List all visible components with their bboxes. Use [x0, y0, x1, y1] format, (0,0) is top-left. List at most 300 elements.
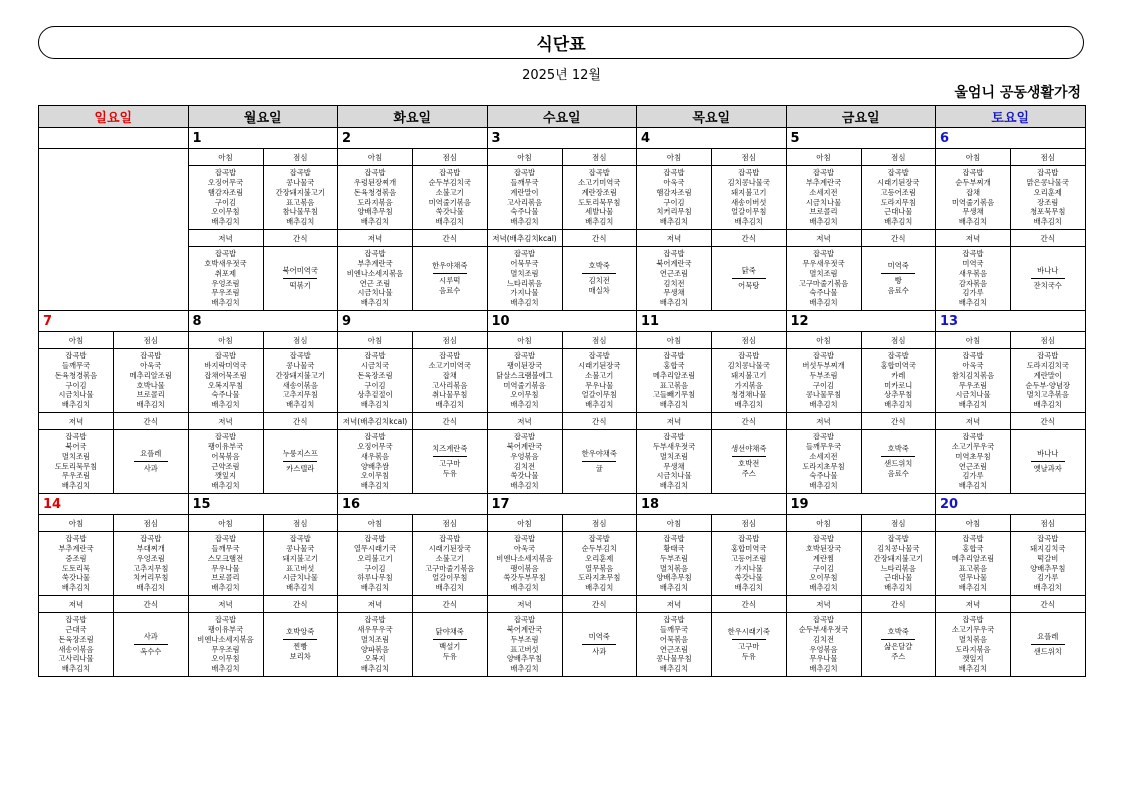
dinner-menu	[188, 613, 263, 677]
lunch-menu	[1011, 532, 1086, 596]
menu-item: 소불고기	[435, 553, 464, 563]
menu-item: 무우조림	[211, 644, 240, 654]
menu-item: 깻잎지	[962, 654, 984, 664]
menu-item: 오이무침	[211, 207, 240, 217]
breakfast-label: 아침	[637, 515, 712, 532]
snack-divider	[1031, 461, 1065, 462]
menu-item: 연근조림	[958, 461, 988, 471]
menu-item: 배추김치	[958, 400, 988, 410]
menu-item: 잡곡밥	[364, 534, 386, 544]
menu-item: 배추김치	[510, 583, 539, 593]
menu-item: 배추김치	[734, 217, 763, 227]
menu-item: 배추김치	[286, 400, 315, 410]
menu-item: 잡곡밥	[887, 351, 909, 361]
dinner-menu	[936, 613, 1011, 677]
dinner-menu	[487, 613, 562, 677]
dinner-label: 저녁	[188, 413, 263, 430]
snack-label: 간식	[263, 413, 338, 430]
menu-item: 고사리나물	[58, 654, 94, 664]
snack-menu	[712, 247, 787, 311]
menu-item: 잡곡밥	[663, 168, 685, 178]
breakfast-label: 아침	[487, 332, 562, 349]
menu-item: 참나물무침	[282, 207, 318, 217]
snack-main: 호박죽	[588, 261, 610, 271]
meal-label-row	[39, 596, 1086, 613]
menu-item: 잡곡밥	[962, 432, 984, 442]
menu-item: 순두부김치국	[428, 177, 471, 187]
breakfast-menu	[487, 349, 562, 413]
menu-item: 무우조림	[958, 380, 988, 390]
menu-item: 순두부찌개	[955, 177, 991, 187]
snack-side: 어묵탕	[738, 281, 760, 290]
menu-item: 잡곡밥	[812, 351, 835, 361]
menu-item: 무우나물	[585, 380, 614, 390]
menu-item: 고사리볶음	[432, 380, 468, 390]
menu-item: 배추김치	[958, 664, 988, 674]
menu-item: 구이김	[364, 563, 386, 573]
snack-menu	[712, 613, 787, 677]
snack-divider	[881, 273, 915, 274]
menu-item: 잡곡밥	[738, 168, 760, 178]
menu-item: 배추김치	[884, 217, 913, 227]
snack-main: 바나나	[1037, 266, 1059, 276]
menu-item: 계란장조림	[581, 187, 617, 197]
menu-item: 무생채	[663, 461, 685, 471]
date-number: 5	[786, 128, 936, 149]
menu-item: 시래기된장국	[877, 177, 920, 187]
dinner-label: 저녁	[338, 596, 413, 613]
snack-main: 한우야채죽	[581, 449, 617, 459]
dinner-menu	[786, 430, 861, 494]
menu-item: 잡곡밥	[887, 168, 909, 178]
menu-item: 계란말이	[510, 187, 539, 197]
menu-item: 배추김치	[958, 583, 988, 593]
menu-item: 두부조림	[659, 553, 689, 563]
dinner-label: 저녁	[786, 596, 861, 613]
date-number	[39, 128, 189, 149]
date-number: 15	[188, 494, 338, 515]
menu-item: 가지볶음	[734, 380, 763, 390]
menu-item: 잡곡밥	[812, 432, 835, 442]
menu-item: 숙주나물	[809, 288, 838, 298]
breakfast-menu	[936, 532, 1011, 596]
menu-item: 숙주나물	[211, 390, 240, 400]
lunch-label: 점심	[263, 149, 338, 166]
meal-calendar	[38, 105, 1086, 677]
snack-side: 고구마 두유	[439, 459, 461, 478]
date-number: 18	[637, 494, 787, 515]
menu-item: 부대찌개	[136, 543, 165, 553]
menu-item: 근대나물	[884, 573, 913, 583]
snack-side: 찐빵 보리차	[289, 642, 311, 661]
menu-item: 도토리묵	[61, 563, 91, 573]
date-number: 4	[637, 128, 787, 149]
menu-item: 배추김치	[360, 298, 390, 308]
menu-item: 김치콩나물국	[877, 543, 920, 553]
menu-item: 잡곡밥	[364, 249, 386, 259]
menu-item: 버섯두부찌개	[802, 360, 845, 370]
snack-divider	[433, 456, 467, 457]
menu-item: 들깨무국	[61, 360, 91, 370]
menu-item: 배추김치	[510, 664, 539, 674]
menu-item: 배추김치	[958, 481, 988, 491]
lunch-menu	[114, 532, 189, 596]
dinner-label: 저녁	[637, 596, 712, 613]
menu-item: 잡곡밥	[513, 615, 536, 625]
breakfast-menu	[338, 166, 413, 230]
lunch-menu	[562, 349, 637, 413]
dinner-menu	[338, 613, 413, 677]
breakfast-label: 아침	[188, 332, 263, 349]
menu-item: 잡곡밥	[513, 168, 536, 178]
menu-item: 오징어무국	[357, 441, 393, 451]
menu-item: 오리훈제	[1033, 187, 1062, 197]
menu-item: 잡곡밥	[1037, 534, 1059, 544]
menu-item: 잡곡밥	[65, 351, 87, 361]
menu-item: 잡곡밥	[214, 615, 237, 625]
menu-item: 잡곡밥	[812, 249, 835, 259]
menu-item: 북어계란국	[506, 441, 543, 451]
lunch-label: 점심	[861, 332, 936, 349]
menu-item: 숙주나물	[510, 207, 539, 217]
menu-item: 배추김치	[958, 217, 988, 227]
lunch-label: 점심	[861, 515, 936, 532]
page-title: 식단표	[536, 35, 586, 55]
menu-item: 순두부새우젓국	[798, 624, 849, 634]
snack-label: 간식	[263, 596, 338, 613]
menu-item: 어묵볶음	[659, 634, 689, 644]
menu-item: 미역줄기볶음	[951, 197, 995, 207]
menu-item: 배추김치	[360, 481, 390, 491]
snack-menu	[861, 430, 936, 494]
menu-item: 새송이버섯	[731, 197, 767, 207]
date-number: 13	[936, 311, 1086, 332]
menu-item: 중조림	[65, 553, 87, 563]
menu-item: 잡곡밥	[140, 534, 162, 544]
snack-label: 간식	[712, 596, 787, 613]
snack-side: 김치전 매실차	[588, 276, 610, 295]
menu-item: 부추계란국	[805, 177, 842, 187]
menu-item: 아욱국	[140, 360, 162, 370]
menu-item: 돼지불고기	[731, 370, 767, 380]
title-box	[38, 26, 1084, 59]
menu-item: 배추김치	[360, 400, 390, 410]
menu-item: 배추김치	[510, 298, 539, 308]
menu-item: 잡곡밥	[663, 249, 685, 259]
dinner-menu	[637, 247, 712, 311]
snack-main: 요플레	[140, 449, 162, 459]
menu-item: 잡곡밥	[1037, 351, 1059, 361]
menu-item: 오징어무국	[207, 177, 244, 187]
snack-main: 사과	[143, 632, 158, 642]
date-number: 2	[338, 128, 488, 149]
menu-item: 배추김치	[585, 217, 614, 227]
menu-item: 잡곡밥	[513, 249, 536, 259]
menu-item: 잡곡밥	[812, 168, 835, 178]
snack-label: 간식	[114, 413, 189, 430]
dinner-menu	[338, 247, 413, 311]
snack-menu	[1011, 613, 1086, 677]
menu-item: 콩나물무침	[805, 390, 842, 400]
snack-divider	[582, 273, 616, 274]
snack-main: 북어미역국	[282, 266, 318, 276]
menu-item: 시래기된장국	[578, 360, 621, 370]
menu-item: 북어국	[65, 441, 87, 451]
snack-divider	[283, 639, 317, 640]
menu-item: 북어계란국	[656, 258, 692, 268]
menu-item: 계란찜	[812, 553, 835, 563]
menu-item: 양배추쌈	[360, 461, 390, 471]
menu-item: 미역줄기볶음	[428, 197, 471, 207]
menu-item: 멸치볶음	[958, 634, 988, 644]
lunch-label: 점심	[413, 332, 488, 349]
menu-item: 잡곡밥	[65, 534, 87, 544]
menu-item: 우엉볶음	[510, 451, 539, 461]
snack-side: 샌드위치	[1033, 647, 1062, 656]
menu-item: 돼지불고기	[731, 187, 767, 197]
menu-item: 들깨무우국	[805, 441, 842, 451]
menu-item: 배추김치	[435, 217, 464, 227]
menu-item: 가지나물	[734, 563, 763, 573]
lunch-menu	[114, 349, 189, 413]
menu-item: 콩나물무침	[656, 654, 692, 664]
menu-item: 도토리묵무침	[578, 197, 621, 207]
snack-divider	[582, 644, 616, 645]
menu-item: 소고기미역국	[428, 360, 471, 370]
menu-item: 배추김치	[958, 298, 988, 308]
menu-item: 잡곡밥	[663, 432, 685, 442]
snack-label: 간식	[712, 230, 787, 247]
weekday-wed: 수요일	[487, 106, 637, 128]
menu-item: 구이김	[214, 197, 237, 207]
lunch-menu	[263, 349, 338, 413]
menu-item: 배추김치	[435, 400, 464, 410]
menu-item: 깻잎지	[214, 471, 237, 481]
menu-item: 소고기미역국	[578, 177, 621, 187]
menu-item: 바지락미역국	[204, 360, 247, 370]
menu-item: 배추김치	[435, 583, 464, 593]
snack-main: 생선야채죽	[731, 444, 767, 454]
breakfast-menu	[786, 532, 861, 596]
menu-item: 열무나물	[958, 573, 988, 583]
menu-item: 시금치나물	[357, 288, 393, 298]
menu-item: 잡곡밥	[962, 615, 984, 625]
month-label: 2025년 12월	[522, 68, 601, 83]
menu-item: 아욱국	[663, 177, 685, 187]
date-row	[39, 494, 1086, 515]
dinner-label: 저녁	[487, 413, 562, 430]
menu-item: 소불고기	[585, 370, 614, 380]
menu-item: 얼갈이무침	[731, 207, 767, 217]
weekday-tue: 화요일	[338, 106, 488, 128]
snack-main: 치즈계란죽	[432, 444, 468, 454]
breakfast-menu	[39, 349, 114, 413]
menu-item: 두부새우젓국	[652, 441, 696, 451]
lunch-label: 점심	[263, 515, 338, 532]
menu-item: 어묵무국	[510, 258, 539, 268]
snack-label: 간식	[1011, 413, 1086, 430]
meal-food-row	[39, 613, 1086, 677]
menu-item: 잡곡밥	[588, 168, 610, 178]
breakfast-label: 아침	[487, 515, 562, 532]
menu-item: 연근 조림	[359, 278, 391, 288]
menu-item: 고등어조림	[731, 553, 767, 563]
snack-divider	[283, 461, 317, 462]
snack-main: 호박죽	[887, 627, 909, 637]
menu-item: 들깨무국	[510, 177, 539, 187]
empty-day-cell	[39, 149, 189, 311]
dinner-label: 저녁	[637, 413, 712, 430]
menu-item: 배추김치	[734, 583, 763, 593]
breakfast-label: 아침	[637, 332, 712, 349]
menu-item: 부추계란국	[357, 258, 393, 268]
breakfast-label: 아침	[637, 149, 712, 166]
breakfast-label: 아침	[39, 332, 114, 349]
menu-item: 브로콜리	[211, 573, 240, 583]
menu-item: 배추김치	[659, 481, 689, 491]
breakfast-menu	[637, 532, 712, 596]
snack-label: 간식	[562, 596, 637, 613]
date-number: 1	[188, 128, 338, 149]
snack-divider	[732, 639, 766, 640]
menu-item: 배추김치	[809, 583, 838, 593]
breakfast-menu	[936, 349, 1011, 413]
menu-item: 팽이유부국	[207, 624, 244, 634]
date-number: 17	[487, 494, 637, 515]
menu-item: 호박새우젓국	[204, 258, 247, 268]
menu-item: 홍합미역국	[731, 543, 767, 553]
snack-side: 귤	[595, 464, 603, 473]
meal-label-row	[39, 413, 1086, 430]
lunch-label: 점심	[562, 515, 637, 532]
menu-item: 잡곡밥	[738, 534, 760, 544]
snack-menu	[413, 430, 488, 494]
menu-item: 잡곡밥	[962, 249, 984, 259]
menu-item: 잡채	[965, 187, 981, 197]
breakfast-menu	[338, 349, 413, 413]
lunch-label: 점심	[263, 332, 338, 349]
menu-item: 배추김치	[61, 583, 91, 593]
snack-divider	[1031, 644, 1065, 645]
menu-item: 우엉조림	[211, 278, 240, 288]
menu-item: 잡곡밥	[214, 168, 237, 178]
menu-item: 감자볶음	[958, 278, 988, 288]
menu-item: 도토리묵무침	[54, 461, 98, 471]
menu-item: 무생채	[663, 288, 685, 298]
dinner-menu	[936, 247, 1011, 311]
menu-item: 잡곡밥	[364, 168, 386, 178]
menu-item: 배추김치	[136, 400, 165, 410]
menu-item: 잡곡밥	[962, 351, 984, 361]
menu-item: 배추김치	[510, 217, 539, 227]
menu-item: 배추김치	[659, 400, 689, 410]
menu-item: 브로콜리	[136, 390, 165, 400]
lunch-menu	[562, 532, 637, 596]
menu-item: 표고버섯	[286, 563, 315, 573]
menu-item: 소불고기	[435, 187, 464, 197]
menu-item: 김치콩나물국	[727, 360, 770, 370]
menu-item: 잡채어묵조림	[204, 370, 247, 380]
menu-item: 멸치조림	[809, 268, 838, 278]
menu-item: 상추겉절이	[357, 390, 393, 400]
menu-item: 소고기무우국	[951, 441, 995, 451]
snack-main: 호박죽	[887, 444, 909, 454]
menu-item: 양배추무침	[656, 573, 692, 583]
lunch-label: 점심	[712, 515, 787, 532]
menu-item: 쑥갓나물	[61, 573, 91, 583]
menu-item: 잡곡밥	[65, 432, 87, 442]
breakfast-menu	[39, 532, 114, 596]
menu-item: 시금치국	[360, 360, 390, 370]
dinner-label: 저녁	[188, 230, 263, 247]
snack-side: 빵 음료수	[887, 276, 909, 295]
menu-item: 잡곡밥	[65, 615, 87, 625]
menu-item: 표고볶음	[958, 563, 988, 573]
menu-item: 돈육청경볶음	[54, 370, 98, 380]
breakfast-menu	[188, 166, 263, 230]
menu-item: 잡곡밥	[214, 351, 237, 361]
menu-item: 치커리무침	[656, 207, 692, 217]
menu-item: 구이김	[663, 197, 685, 207]
meal-food-row	[39, 247, 1086, 311]
menu-item: 들깨무국	[211, 543, 240, 553]
menu-item: 메추리알조림	[951, 553, 995, 563]
menu-item: 홍합국	[663, 360, 685, 370]
menu-item: 배추김치	[61, 481, 91, 491]
menu-item: 메추리알조림	[129, 370, 172, 380]
menu-item: 열무시래기국	[353, 543, 397, 553]
lunch-label: 점심	[712, 149, 787, 166]
snack-menu	[114, 430, 189, 494]
lunch-label: 점심	[1011, 149, 1086, 166]
snack-side: 옥수수	[140, 647, 162, 656]
menu-item: 잡곡밥	[663, 615, 685, 625]
meal-food-row	[39, 430, 1086, 494]
snack-main: 한우야채죽	[432, 261, 468, 271]
dinner-label: 저녁	[39, 596, 114, 613]
breakfast-label: 아침	[39, 515, 114, 532]
snack-menu	[413, 613, 488, 677]
snack-menu	[562, 613, 637, 677]
dinner-label: 저녁	[786, 230, 861, 247]
snack-side: 삶은달걀 주스	[884, 642, 913, 661]
menu-item: 오리불고기	[357, 553, 393, 563]
menu-item: 잡곡밥	[1037, 168, 1059, 178]
menu-item: 참치김치볶음	[951, 370, 995, 380]
menu-item: 도라지무침	[880, 197, 916, 207]
snack-menu	[562, 430, 637, 494]
menu-item: 세발나물	[585, 207, 614, 217]
menu-item: 맑은콩나물국	[1026, 177, 1069, 187]
snack-main: 닭야채죽	[435, 627, 464, 637]
menu-item: 소고기무우국	[951, 624, 995, 634]
date-number: 7	[39, 311, 189, 332]
dinner-label: 저녁	[338, 230, 413, 247]
menu-item: 오복지무침	[207, 380, 244, 390]
menu-item: 청포묵무침	[1030, 207, 1066, 217]
menu-item: 잡곡밥	[140, 351, 162, 361]
menu-item: 두부조림	[809, 370, 838, 380]
breakfast-menu	[786, 166, 861, 230]
menu-item: 취포제	[214, 268, 237, 278]
menu-item: 간장돼지불고기	[275, 370, 325, 380]
menu-item: 잡곡밥	[663, 534, 685, 544]
snack-menu	[263, 430, 338, 494]
menu-item: 배추김치	[510, 481, 539, 491]
lunch-menu	[1011, 166, 1086, 230]
lunch-label: 점심	[712, 332, 787, 349]
menu-item: 김치전	[513, 461, 536, 471]
